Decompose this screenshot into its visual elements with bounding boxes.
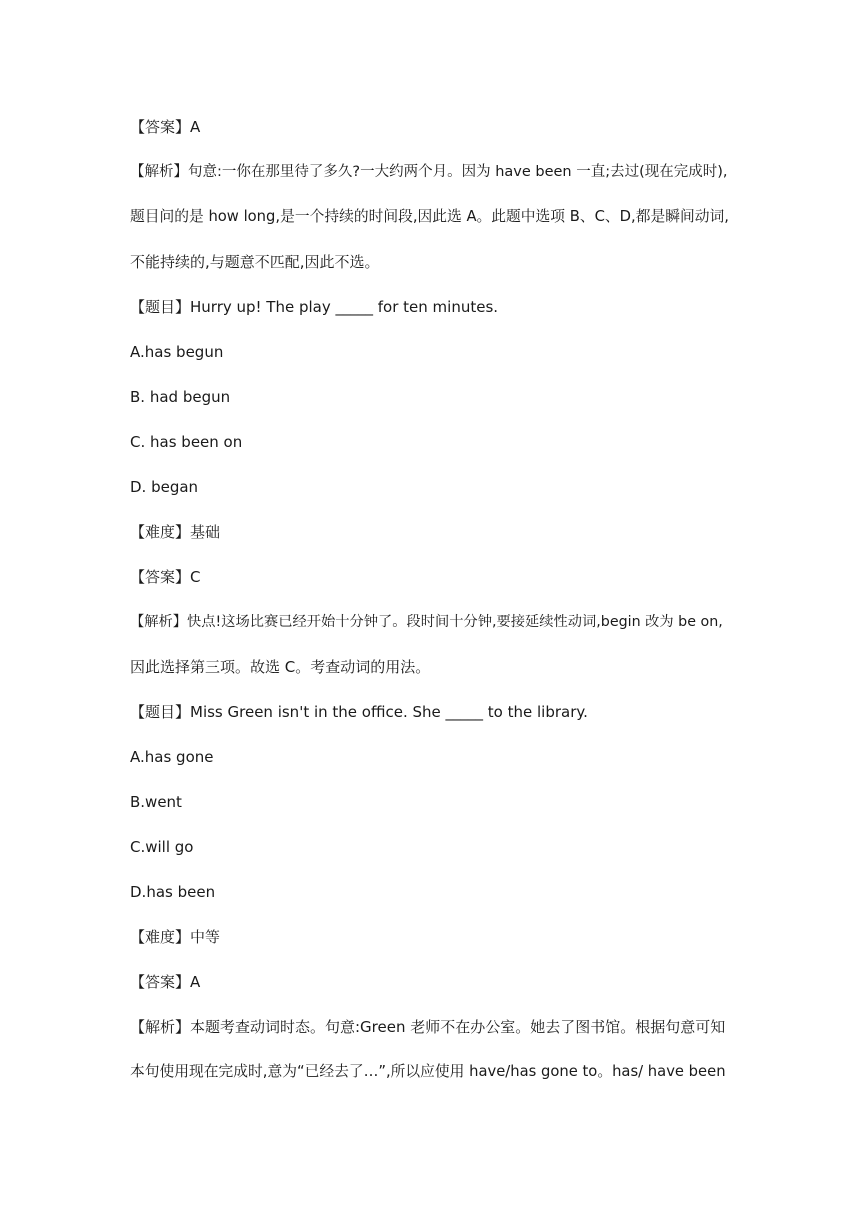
option-2a: A.has begun [130, 343, 224, 361]
explanation-line-3b: 本句使用现在完成时,意为“已经去了…”,所以应使用 have/has gone to。has/ have been [130, 1063, 726, 1080]
explanation-line-2b: 因此选择第三项。故选 C。考查动词的用法。 [130, 658, 431, 676]
explanation-line-2a: 【解析】快点!这场比赛已经开始十分钟了。段时间十分钟,要接延续性动词,begin 改为 be on, [130, 614, 723, 630]
explanation-line-3a: 【解析】本题考查动词时态。句意:Green 老师不在办公室。她去了图书馆。根据句意可知 [130, 1018, 726, 1036]
explanation-line-1c: 不能持续的,与题意不匹配,因此不选。 [130, 253, 380, 271]
answer-line-2: 【答案】C [130, 568, 201, 586]
option-3c: C.will go [130, 838, 194, 856]
option-3d: D.has been [130, 883, 216, 901]
option-3a: A.has gone [130, 748, 214, 766]
question-line-3: 【题目】Miss Green isn't in the office. She _____ to the library. [130, 703, 588, 721]
answer-line-1: 【答案】A [130, 118, 201, 136]
option-3b: B.went [130, 793, 182, 811]
option-2c: C. has been on [130, 433, 243, 451]
explanation-line-1a: 【解析】句意:一你在那里待了多久?一大约两个月。因为 have been 一直;去过(现在完成时), [130, 164, 728, 180]
question-line-2: 【题目】Hurry up! The play _____ for ten minutes. [130, 298, 499, 316]
difficulty-line-3: 【难度】中等 [130, 928, 221, 946]
option-2d: D. began [130, 478, 199, 496]
difficulty-line-2: 【难度】基础 [130, 523, 221, 541]
explanation-line-1b: 题目问的是 how long,是一个持续的时间段,因此选 A。此题中选项 B、C、D,都是瞬间动词, [130, 208, 729, 225]
answer-line-3: 【答案】A [130, 973, 201, 991]
option-2b: B. had begun [130, 388, 231, 406]
